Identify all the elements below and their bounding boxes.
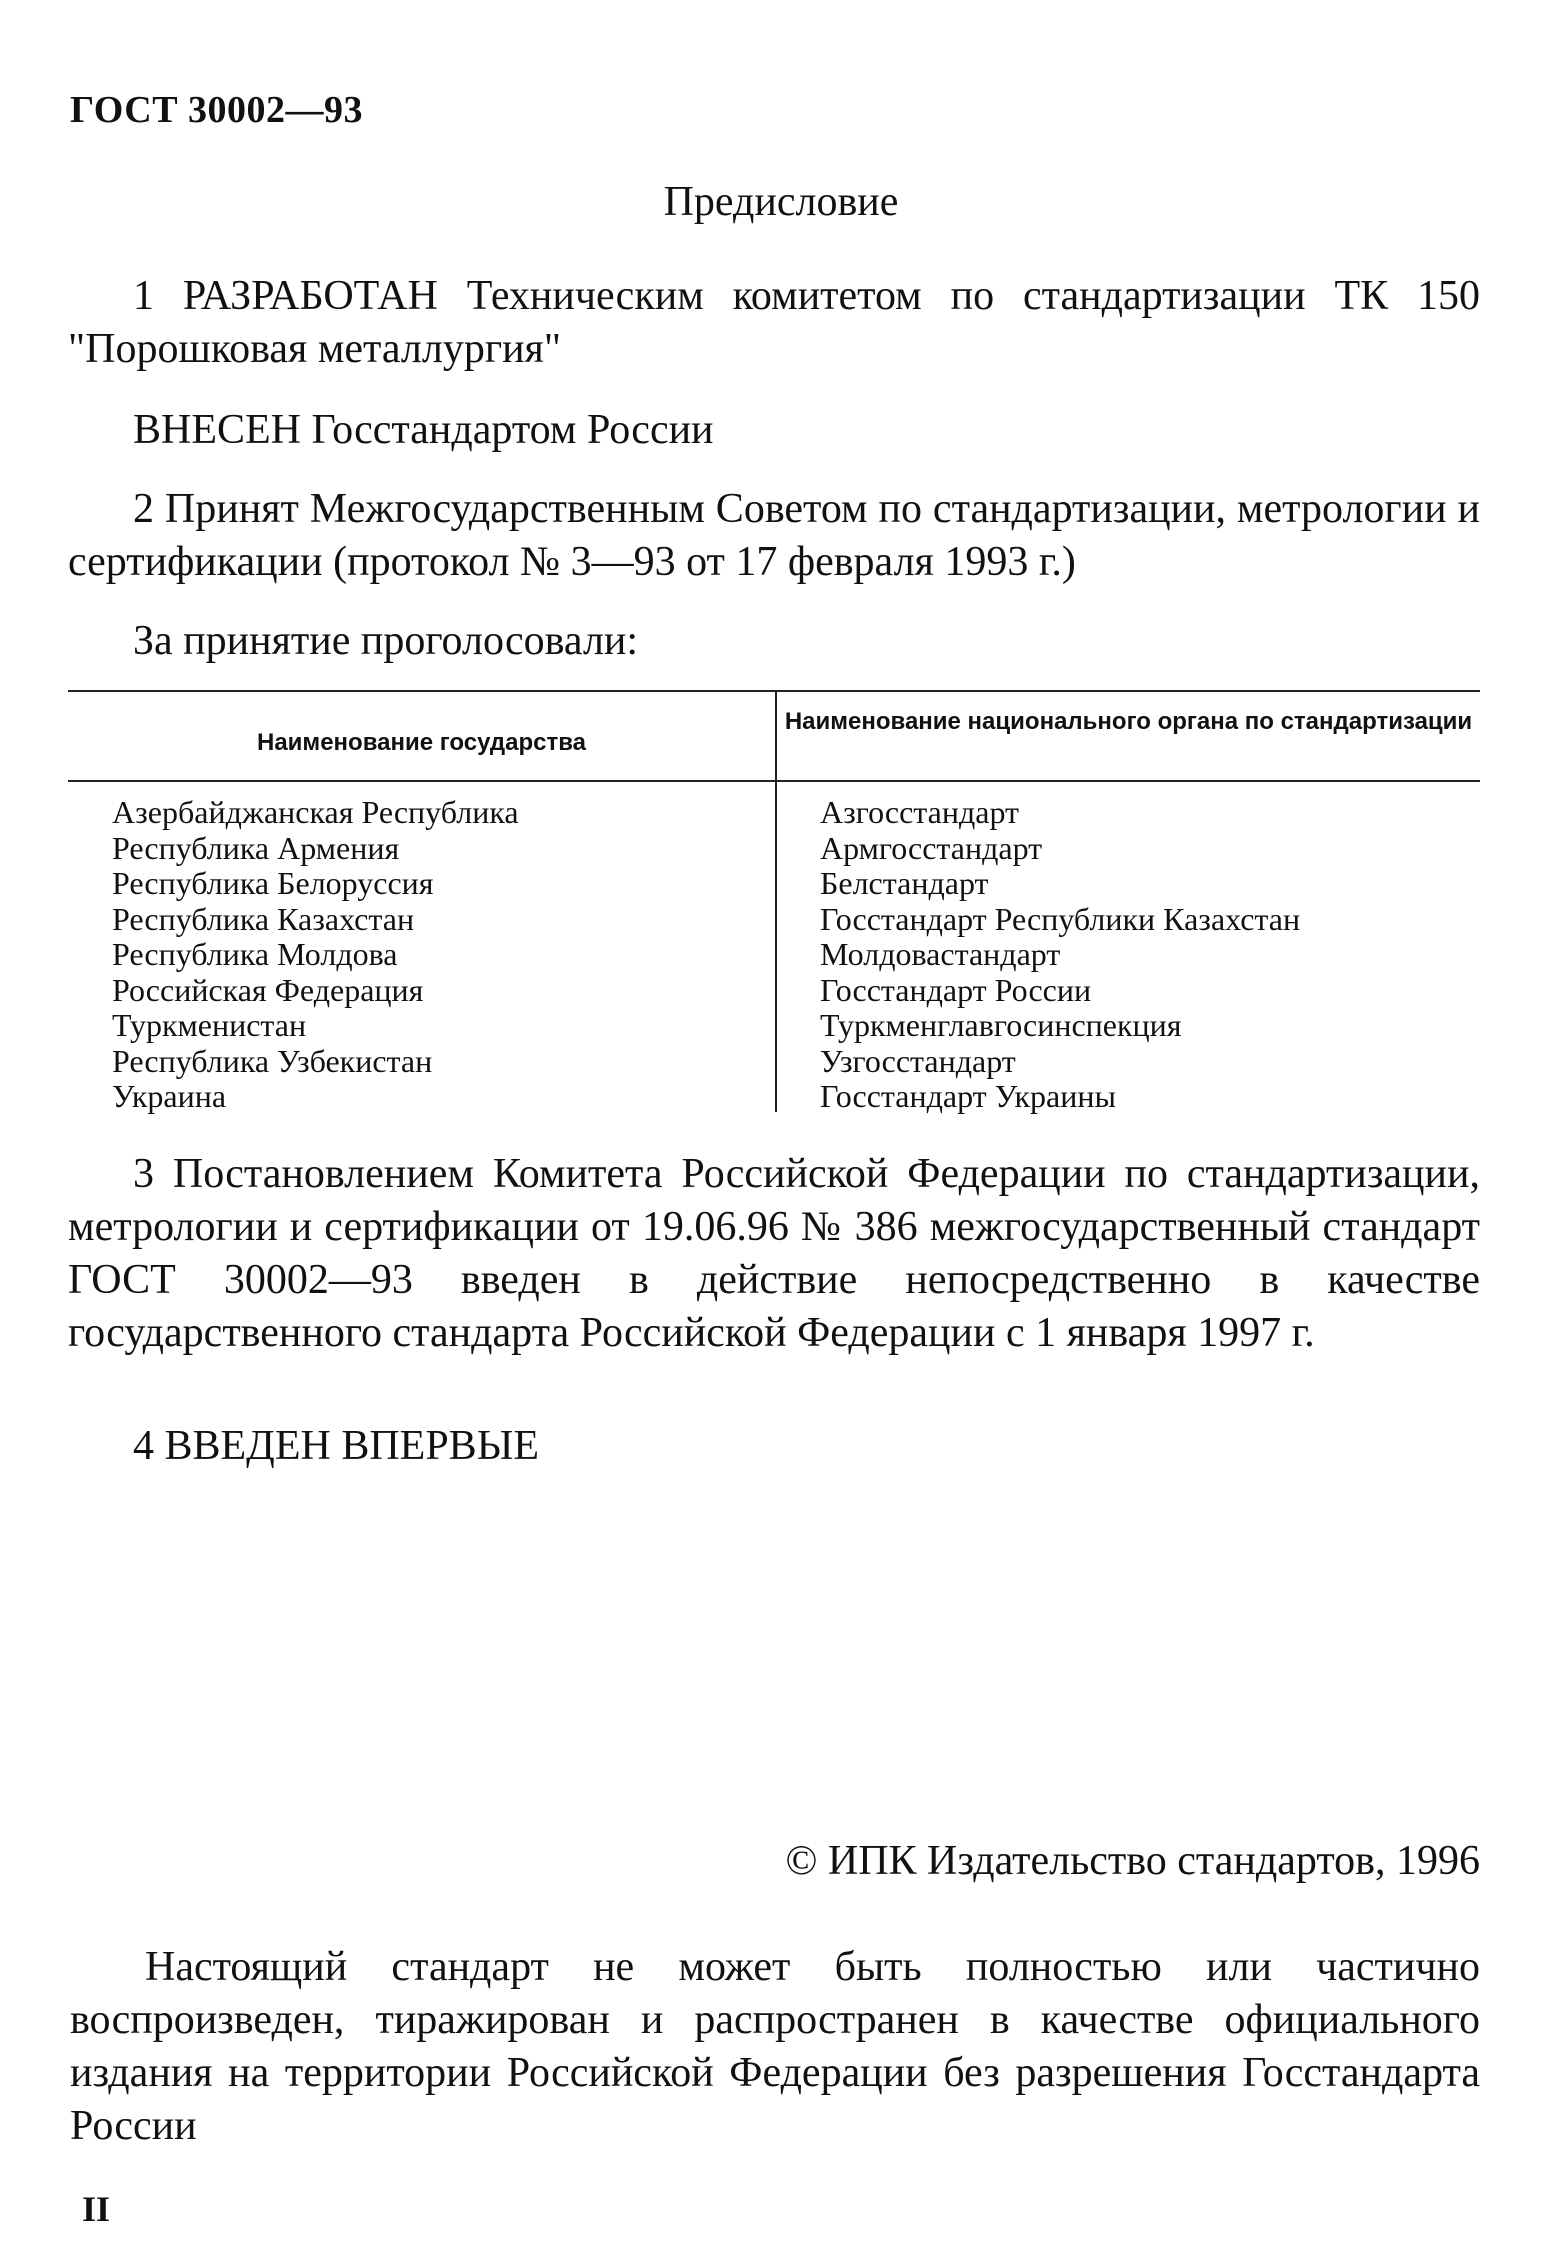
table-header-state: Наименование государства: [257, 729, 586, 756]
section-1-submitted: ВНЕСЕН Госстандартом России: [133, 407, 714, 453]
table-column-divider: [775, 692, 777, 1112]
table-cell-national-body: Армгосстандарт: [820, 829, 1043, 866]
table-cell-state: Азербайджанская Республика: [112, 794, 519, 830]
table-cell-state: Республика Армения: [112, 829, 400, 866]
table-cell-national-body: Госстандарт Украины: [820, 1078, 1116, 1114]
table-header-rule: [68, 780, 1480, 782]
table-top-rule: [68, 690, 1480, 692]
table-cell-state: Республика Молдова: [112, 936, 398, 972]
table-cell-national-body: Туркменглавгосинспекция: [820, 1007, 1182, 1043]
copyright-line: © ИПК Издательство стандартов, 1996: [785, 1838, 1480, 1884]
page-title: Предисловие: [663, 179, 899, 225]
table-cell-state: Республика Казахстан: [112, 900, 415, 937]
section-2-adopted: 2 Принят Межгосударственным Советом по стандартизации, метрологии и сертификации (протокол № 3—93 от 17 февраля 1993 г.): [68, 486, 1480, 585]
table-cell-national-body: Узгосстандарт: [820, 1042, 1016, 1079]
table-cell-state: Республика Узбекистан: [112, 1042, 433, 1079]
table-cell-national-body: Госстандарт Республики Казахстан: [820, 900, 1301, 937]
table-cell-national-body: Молдовастандарт: [820, 936, 1061, 972]
table-cell-national-body: Азгосстандарт: [820, 794, 1020, 830]
table-cell-state: Российская Федерация: [112, 971, 424, 1008]
table-cell-state: Туркменистан: [112, 1007, 307, 1043]
section-2-voted: За принятие проголосовали:: [133, 618, 639, 664]
table-cell-state: Украина: [112, 1078, 227, 1114]
section-1-developed: 1 РАЗРАБОТАН Техническим комитетом по стандартизации ТК 150 "Порошковая металлургия": [68, 273, 1480, 372]
section-4-first-introduced: 4 ВВЕДЕН ВПЕРВЫЕ: [133, 1423, 539, 1469]
section-3-enacted: 3 Постановлением Комитета Российской Федерации по стандартизации, метрологии и сертификации от 19.06.96 № 386 межгосударственный стандарт ГОСТ 30002—93 введен в действие непосредственно в качестве государственного стандарта Российской Федерации с 1 января 1997 г.: [68, 1151, 1480, 1356]
table-column-national-bodies: [820, 795, 1480, 1115]
table-header-national-body: Наименование национального органа по стандартизации: [784, 708, 1473, 735]
table-column-states: [112, 795, 752, 1115]
table-cell-national-body: Госстандарт России: [820, 971, 1092, 1008]
document-code: ГОСТ 30002—93: [70, 89, 364, 131]
table-cell-state: Республика Белоруссия: [112, 865, 434, 901]
table-cell-national-body: Белстандарт: [820, 865, 989, 901]
reproduction-notice: Настоящий стандарт не может быть полностью или частично воспроизведен, тиражирован и распространен в качестве официального издания на территории Российской Федерации без разрешения Госстандарта России: [70, 1944, 1480, 2149]
page-number: II: [82, 2189, 111, 2229]
